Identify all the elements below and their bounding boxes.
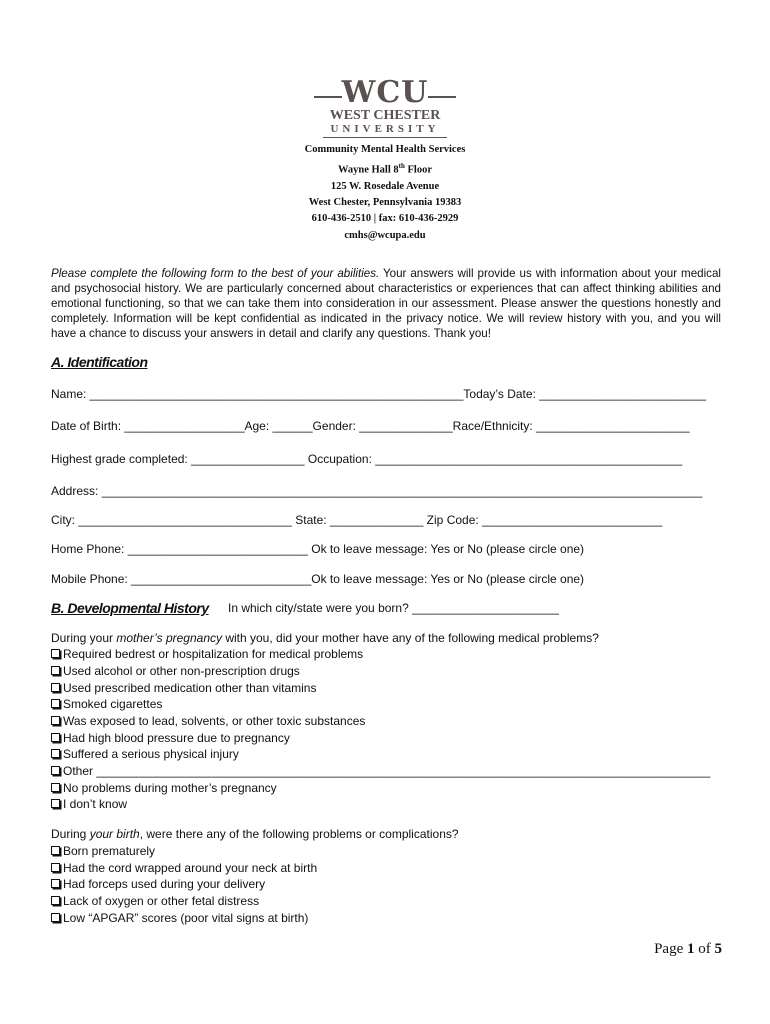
checkbox-item[interactable] — [51, 844, 155, 858]
logo-right-bar — [428, 96, 456, 98]
city-state-zip-line[interactable]: City: ________________________________ State: ______________ Zip Code: ___________________________ — [51, 513, 663, 527]
logo-main-text: WCU — [341, 75, 429, 110]
home-phone-line[interactable]: Home Phone: ___________________________ Ok to leave message: Yes or No (please circle one) — [51, 542, 585, 556]
name-date-line[interactable]: Name: ________________________________________________________Today’s Date: _________________________ — [51, 387, 707, 401]
checkbox-item[interactable] — [51, 781, 277, 795]
checkbox-label: No problems during mother’s pregnancy — [63, 781, 277, 795]
city-state: West Chester, Pennsylvania 19383 — [308, 197, 462, 209]
checkbox-item[interactable] — [51, 877, 265, 891]
birth-question — [51, 827, 459, 841]
checkbox-icon[interactable] — [51, 879, 60, 888]
checkbox-icon[interactable] — [51, 716, 60, 725]
intro-italic: Please complete the following form to the best of your abilities. — [51, 267, 380, 280]
section-b-heading: B. Developmental History — [51, 600, 209, 616]
checkbox-label: Was exposed to lead, solvents, or other toxic substances — [63, 714, 366, 728]
page-word: Page — [654, 941, 687, 957]
pregnancy-question — [51, 631, 599, 645]
checkbox-label: Other ____________________________________________________________________________________________ — [63, 764, 711, 778]
section-a-heading: A. Identification — [51, 354, 148, 370]
checkbox-item[interactable] — [51, 697, 162, 711]
checkbox-label: Smoked cigarettes — [63, 697, 163, 711]
pregnancy-q-pre: During your — [51, 631, 117, 645]
building-name: Wayne Hall 8 — [337, 164, 399, 176]
page-current: 1 — [687, 941, 695, 957]
checkbox-label: Low “APGAR” scores (poor vital signs at birth) — [63, 911, 309, 925]
building-sup: th — [398, 162, 405, 171]
checkbox-icon[interactable] — [51, 896, 60, 905]
grade-occupation-line[interactable]: Highest grade completed: _________________ Occupation: ______________________________________________ — [51, 452, 683, 466]
checkbox-label: I don’t know — [63, 797, 128, 811]
of-word: of — [694, 941, 715, 957]
checkbox-item[interactable] — [51, 714, 365, 728]
email: cmhs@wcupa.edu — [344, 229, 426, 241]
checkbox-icon[interactable] — [51, 666, 60, 675]
checkbox-label: Required bedrest or hospitalization for medical problems — [63, 647, 364, 661]
pregnancy-q-italic: mother’s pregnancy — [116, 631, 222, 645]
dob-line[interactable]: Date of Birth: __________________Age: ______Gender: ______________Race/Ethnicity: _______________________ — [51, 419, 690, 433]
checkbox-item[interactable] — [51, 731, 290, 745]
birth-q-post: , were there any of the following problems or complications? — [139, 827, 459, 841]
checkbox-label: Born prematurely — [63, 844, 156, 858]
checkbox-label: Suffered a serious physical injury — [63, 747, 239, 761]
checkbox-icon[interactable] — [51, 913, 60, 922]
pregnancy-q-post: with you, did your mother have any of the following medical problems? — [222, 631, 599, 645]
phone-fax: 610-436-2510 | fax: 610-436-2929 — [311, 213, 459, 225]
checkbox-label: Had forceps used during your delivery — [63, 877, 266, 891]
checkbox-icon[interactable] — [51, 846, 60, 855]
checkbox-item[interactable] — [51, 747, 239, 761]
checkbox-label: Had the cord wrapped around your neck at birth — [63, 861, 318, 875]
checkbox-item[interactable] — [51, 647, 363, 661]
address-line[interactable]: Address: __________________________________________________________________________________________ — [51, 484, 703, 498]
checkbox-label: Used prescribed medication other than vitamins — [63, 681, 317, 695]
checkbox-icon[interactable] — [51, 683, 60, 692]
page-number — [654, 941, 722, 958]
contact-block — [0, 142, 770, 244]
birthplace-question[interactable]: In which city/state were you born? ______________________ — [228, 601, 559, 615]
checkbox-item[interactable] — [51, 894, 259, 908]
building — [0, 158, 770, 179]
checkbox-icon[interactable] — [51, 783, 60, 792]
logo-rule — [323, 137, 447, 138]
checkbox-item[interactable] — [51, 681, 316, 695]
checkbox-item[interactable] — [51, 861, 317, 875]
birth-q-pre: During — [51, 827, 90, 841]
checkbox-icon[interactable] — [51, 766, 60, 775]
logo-university: UNIVERSITY — [330, 123, 440, 135]
org-name: Community Mental Health Services — [304, 144, 466, 155]
checkbox-icon[interactable] — [51, 749, 60, 758]
logo-left-bar — [314, 96, 342, 98]
checkbox-item[interactable] — [51, 797, 127, 811]
checkbox-label: Lack of oxygen or other fetal distress — [63, 894, 260, 908]
checkbox-item[interactable] — [51, 911, 308, 925]
building-floor: Floor — [404, 164, 433, 176]
mobile-phone-line[interactable]: Mobile Phone: ___________________________Ok to leave message: Yes or No (please circle one) — [51, 572, 585, 586]
intro-text: Your answers will provide us with information about your medical and psychosocial history. We are particularly concerned about characteristics or experiences that can affect thinking abilities and emotional functioning, so that we can take them into consideration in our assessment. Please answer the questions honestly and completely. Information will be kept confidential as indicated in the privacy notice. We will review history with you, and you will have a chance to discuss your answers in detail and clarify any questions. Thank you! — [51, 267, 721, 340]
page-total: 5 — [714, 941, 722, 957]
checkbox-item[interactable] — [51, 664, 300, 678]
street-address: 125 W. Rosedale Avenue — [330, 180, 440, 192]
birth-q-italic: your birth — [89, 827, 140, 841]
checkbox-item[interactable] — [51, 764, 710, 778]
checkbox-icon[interactable] — [51, 799, 60, 808]
intro-paragraph — [51, 266, 721, 341]
wcu-logo — [0, 75, 770, 138]
checkbox-label: Had high blood pressure due to pregnancy — [63, 731, 290, 745]
logo-wordmark — [0, 75, 770, 110]
logo-west-chester: WEST CHESTER — [329, 108, 441, 123]
checkbox-icon[interactable] — [51, 863, 60, 872]
checkbox-label: Used alcohol or other non-prescription drugs — [63, 664, 300, 678]
checkbox-icon[interactable] — [51, 699, 60, 708]
checkbox-icon[interactable] — [51, 733, 60, 742]
checkbox-icon[interactable] — [51, 649, 60, 658]
